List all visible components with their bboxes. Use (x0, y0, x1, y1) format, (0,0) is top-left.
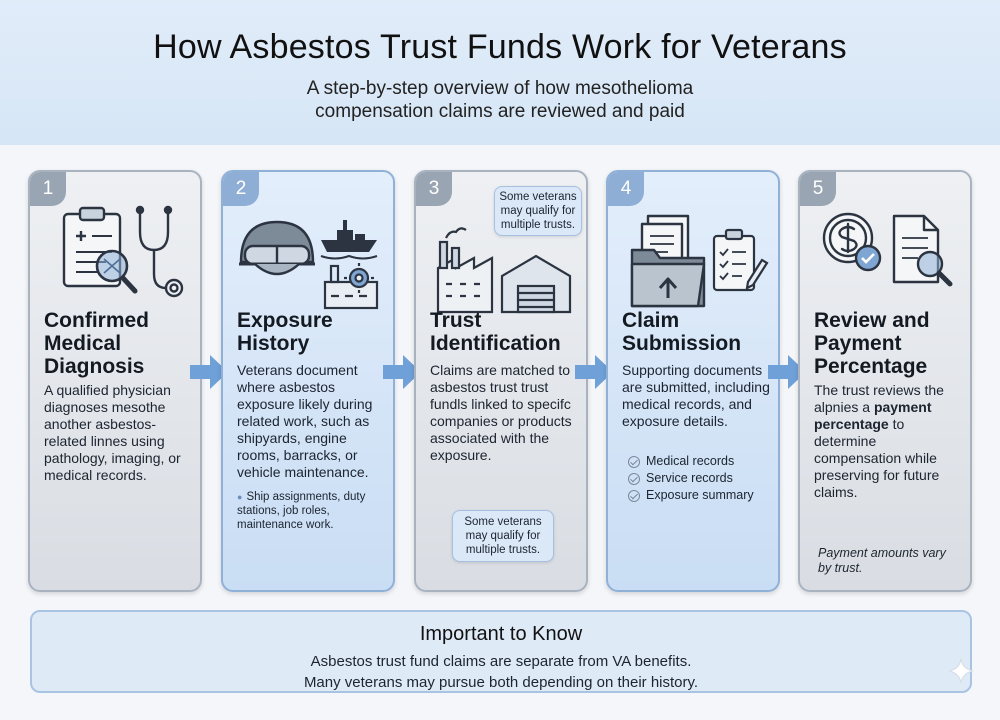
step-number-5: 5 (800, 172, 836, 206)
step-number-4: 4 (608, 172, 644, 206)
sparkle-icon (948, 658, 974, 684)
step-title-4: Claim Submission (622, 309, 742, 355)
medical-diagnosis-illustration (40, 202, 192, 317)
notice-title: Important to Know (419, 623, 583, 645)
review-payment-illustration (810, 202, 962, 317)
notice-line-2: Many veterans may pursue both depending on their history. (303, 674, 699, 691)
notice-line-1: Asbestos trust fund claims are separate from VA benefits. (310, 653, 692, 670)
payment-note: Payment amounts vary by trust. (818, 546, 946, 575)
step-title-2: Exposure History (237, 309, 333, 355)
check-item: Service records (628, 470, 778, 487)
step-card-1 (28, 170, 202, 592)
check-circle-icon (628, 490, 640, 502)
step-body-5: The trust reviews the alpnies a payment percentage to determine compensation while preserving for future claims. (814, 382, 944, 500)
step-card-5 (798, 170, 972, 592)
step-body-2: Veterans document where asbestos exposure likely during related work, such as shipyards, engine rooms, barracks, or vehicle maintenance. (237, 362, 373, 480)
ship-icon (321, 220, 377, 259)
bullet-text: Ship assignments, duty stations, job roles, maintenance work. (237, 491, 366, 531)
bullet-dot-icon: ● (237, 492, 243, 502)
warehouse-icon (502, 256, 570, 312)
step-title-5: Review and Payment Percentage (814, 309, 930, 378)
payment-percentage-highlight: payment percentage (814, 399, 932, 432)
check-item: Medical records (628, 453, 778, 470)
step-body-1: A qualified physician diagnoses mesothe another asbestos-related linnes using pathology, imaging, or medical records. (44, 382, 181, 483)
check-item: Exposure summary (628, 487, 778, 504)
exposure-history-illustration (233, 202, 385, 317)
document-search-icon (894, 216, 950, 284)
step-number-1: 1 (30, 172, 66, 206)
step-body-3: Claims are matched to asbestos trust trust fundls linked to specifc companies or products associated with the exposure. (430, 362, 572, 463)
important-notice-box (30, 610, 972, 693)
step-card-3 (414, 170, 588, 592)
callout-multiple-trusts-top: Some veterans may qualify for multiple trusts. (494, 186, 582, 236)
step-title-1: Confirmed Medical Diagnosis (44, 309, 149, 378)
document-checklist (628, 453, 778, 504)
factory-gear-icon (325, 263, 377, 308)
check-circle-icon (628, 473, 640, 485)
stethoscope-icon (137, 207, 182, 296)
step-card-4 (606, 170, 780, 592)
folder-upload-icon (632, 216, 704, 306)
step-body-4: Supporting documents are submitted, including medical records, and exposure details. (622, 362, 770, 429)
step-bullet-2 (237, 490, 387, 532)
helmet-icon (239, 222, 315, 274)
page-subtitle: A step-by-step overview of how mesothelioma compensation claims are reviewed and paid (306, 78, 694, 122)
step-number-2: 2 (223, 172, 259, 206)
step-title-3: Trust Identification (430, 309, 561, 355)
claim-submission-illustration (618, 202, 770, 317)
header-banner (0, 0, 1000, 145)
factory-icon (438, 228, 492, 312)
step-number-3: 3 (416, 172, 452, 206)
step-card-2 (221, 170, 395, 592)
checklist-icon (714, 230, 767, 290)
dollar-coin-icon (824, 214, 880, 270)
check-circle-icon (628, 456, 640, 468)
callout-multiple-trusts-bottom: Some veterans may qualify for multiple trusts. (452, 510, 554, 562)
page-title: How Asbestos Trust Funds Work for Veterans (153, 28, 847, 66)
